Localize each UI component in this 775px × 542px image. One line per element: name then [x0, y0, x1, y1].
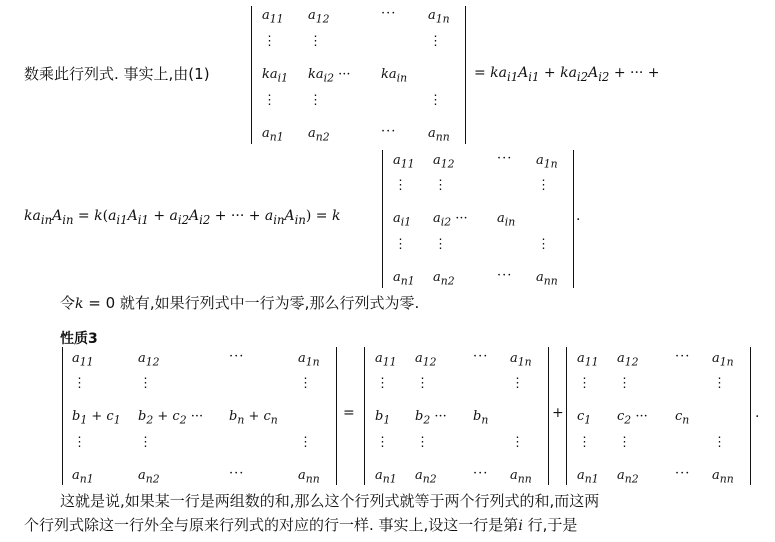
ma-cell: ⋮: [139, 376, 153, 391]
m1-cell: $ka_{i1}$: [262, 67, 288, 85]
m1-cell: $a_{nn}$: [428, 126, 450, 144]
m2-cell: $a_{1n}$: [536, 153, 558, 171]
property-heading: 性质3: [60, 331, 98, 347]
mb-cell: $b_2$ ···: [415, 409, 447, 427]
mc-cell: $a_{n1}$: [577, 468, 599, 486]
ma-cell: ···: [229, 349, 245, 364]
equals-sign: =: [343, 405, 355, 421]
det-bar-left: [566, 347, 567, 485]
mc-cell: $c_1$: [577, 409, 592, 427]
line3-text: 令k = 0 就有,如果行列式中一行为零,那么行列式为零.: [60, 294, 420, 312]
det-bar-right: [465, 6, 466, 144]
ma-cell: $a_{n2}$: [138, 468, 160, 486]
ma-cell: $a_{n1}$: [72, 468, 94, 486]
mb-cell: $a_{1n}$: [510, 351, 532, 369]
ma-cell: ⋮: [139, 435, 153, 450]
ma-cell: ⋮: [299, 435, 313, 450]
m2-cell: ···: [497, 268, 513, 283]
ma-cell: ⋮: [73, 376, 87, 391]
m1-cell: $a_{n2}$: [308, 126, 330, 144]
m1-cell: ⋮: [429, 34, 443, 49]
ma-cell: $a_{11}$: [72, 351, 94, 369]
mc-cell: ⋮: [618, 376, 632, 391]
trailing-period: .: [755, 405, 760, 421]
mb-cell: $a_{12}$: [415, 351, 437, 369]
m1-cell: ⋮: [429, 93, 443, 108]
m1-cell: ···: [381, 124, 397, 139]
mc-cell: $a_{nn}$: [712, 468, 734, 486]
det-bar-left: [364, 347, 365, 485]
m1-cell: $ka_{i2}$ ···: [308, 67, 351, 85]
mb-cell: $a_{nn}$: [510, 468, 532, 486]
mc-cell: ⋮: [578, 435, 592, 450]
ma-cell: $a_{1n}$: [298, 351, 320, 369]
mb-cell: ⋮: [416, 376, 430, 391]
mc-cell: ⋮: [713, 376, 727, 391]
m1-cell: $a_{1n}$: [428, 8, 450, 26]
mb-cell: ···: [473, 466, 489, 481]
mb-cell: ⋮: [376, 376, 390, 391]
m1-cell: ⋮: [263, 93, 277, 108]
mb-cell: ⋮: [511, 435, 525, 450]
m2-cell: $a_{12}$: [433, 153, 455, 171]
det-bar-right: [336, 347, 337, 485]
m2-cell: $a_{11}$: [393, 153, 415, 171]
mb-cell: $b_1$: [375, 409, 391, 427]
ma-cell: $b_2 + c_2$ ···: [138, 409, 204, 427]
plus-sign: +: [552, 405, 564, 421]
m2-cell: ⋮: [394, 178, 408, 193]
mc-cell: ···: [675, 349, 691, 364]
m2-cell: $a_{n1}$: [393, 270, 415, 288]
mc-cell: $a_{11}$: [577, 351, 599, 369]
mc-cell: $c_2$ ···: [617, 409, 648, 427]
mc-cell: ⋮: [578, 376, 592, 391]
mc-cell: $a_{n2}$: [617, 468, 639, 486]
ma-cell: ···: [229, 466, 245, 481]
mc-cell: ⋮: [713, 435, 727, 450]
m2-cell: $a_{in}$: [497, 211, 516, 229]
mc-cell: $a_{12}$: [617, 351, 639, 369]
mb-cell: $b_n$: [473, 409, 489, 427]
ma-cell: $a_{12}$: [138, 351, 160, 369]
m1-cell: $a_{11}$: [262, 8, 284, 26]
m2-cell: $a_{i1}$: [393, 211, 412, 229]
m2-cell: $a_{i2}$ ···: [433, 211, 468, 229]
ma-cell: ⋮: [73, 435, 87, 450]
paragraph-line-1: 这就是说,如果某一行是两组数的和,那么这个行列式就等于两个行列式的和,而这两: [60, 492, 600, 510]
det-bar-left: [62, 347, 63, 485]
mb-cell: $a_{n1}$: [375, 468, 397, 486]
det-bar-right: [548, 347, 549, 485]
m2-cell: ⋮: [394, 237, 408, 252]
m1-cell: ⋮: [309, 93, 323, 108]
det-bar-right: [573, 150, 574, 288]
m2-cell: ···: [497, 151, 513, 166]
mb-cell: ···: [473, 349, 489, 364]
m1-cell: ⋮: [263, 34, 277, 49]
m1-cell: ···: [381, 6, 397, 21]
m2-cell: ⋮: [537, 178, 551, 193]
line2-end: .: [576, 208, 581, 224]
ma-cell: $b_n + c_n$: [229, 409, 278, 427]
ma-cell: $a_{nn}$: [298, 468, 320, 486]
mc-cell: $c_n$: [675, 409, 690, 427]
det-bar-left: [382, 150, 383, 288]
ma-cell: ⋮: [299, 376, 313, 391]
m2-cell: $a_{nn}$: [536, 270, 558, 288]
m1-cell: ⋮: [309, 34, 323, 49]
ma-cell: $b_1 + c_1$: [72, 409, 121, 427]
line1-rhs: = $ka_{i1}A_{i1} + ka_{i2}A_{i2}$ + ··· +: [474, 65, 660, 84]
m2-cell: ⋮: [537, 237, 551, 252]
m2-cell: $a_{n2}$: [433, 270, 455, 288]
det-bar-right: [750, 347, 751, 485]
m1-cell: $a_{n1}$: [262, 126, 284, 144]
paragraph-line-2: 个行列式除这一行外全与原来行列式的对应的行一样. 事实上,设这一行是第i 行,于是: [24, 516, 578, 534]
mb-cell: $a_{11}$: [375, 351, 397, 369]
m1-cell: $ka_{in}$: [381, 67, 408, 85]
mc-cell: ⋮: [618, 435, 632, 450]
m2-cell: ⋮: [434, 178, 448, 193]
det-bar-left: [251, 6, 252, 144]
m2-cell: ⋮: [434, 237, 448, 252]
mb-cell: $a_{n2}$: [415, 468, 437, 486]
mc-cell: ···: [675, 466, 691, 481]
mb-cell: ⋮: [376, 435, 390, 450]
line1-prefix: 数乘此行列式. 事实上,由(1): [24, 65, 210, 83]
m1-cell: $a_{12}$: [308, 8, 330, 26]
line2-lhs: $ka_{in}A_{in} = k(a_{i1}A_{i1} + a_{i2}A_{i2}$ + ··· + $a_{in}A_{in}) = k$: [24, 208, 341, 227]
mb-cell: ⋮: [511, 376, 525, 391]
mc-cell: $a_{1n}$: [712, 351, 734, 369]
mb-cell: ⋮: [416, 435, 430, 450]
